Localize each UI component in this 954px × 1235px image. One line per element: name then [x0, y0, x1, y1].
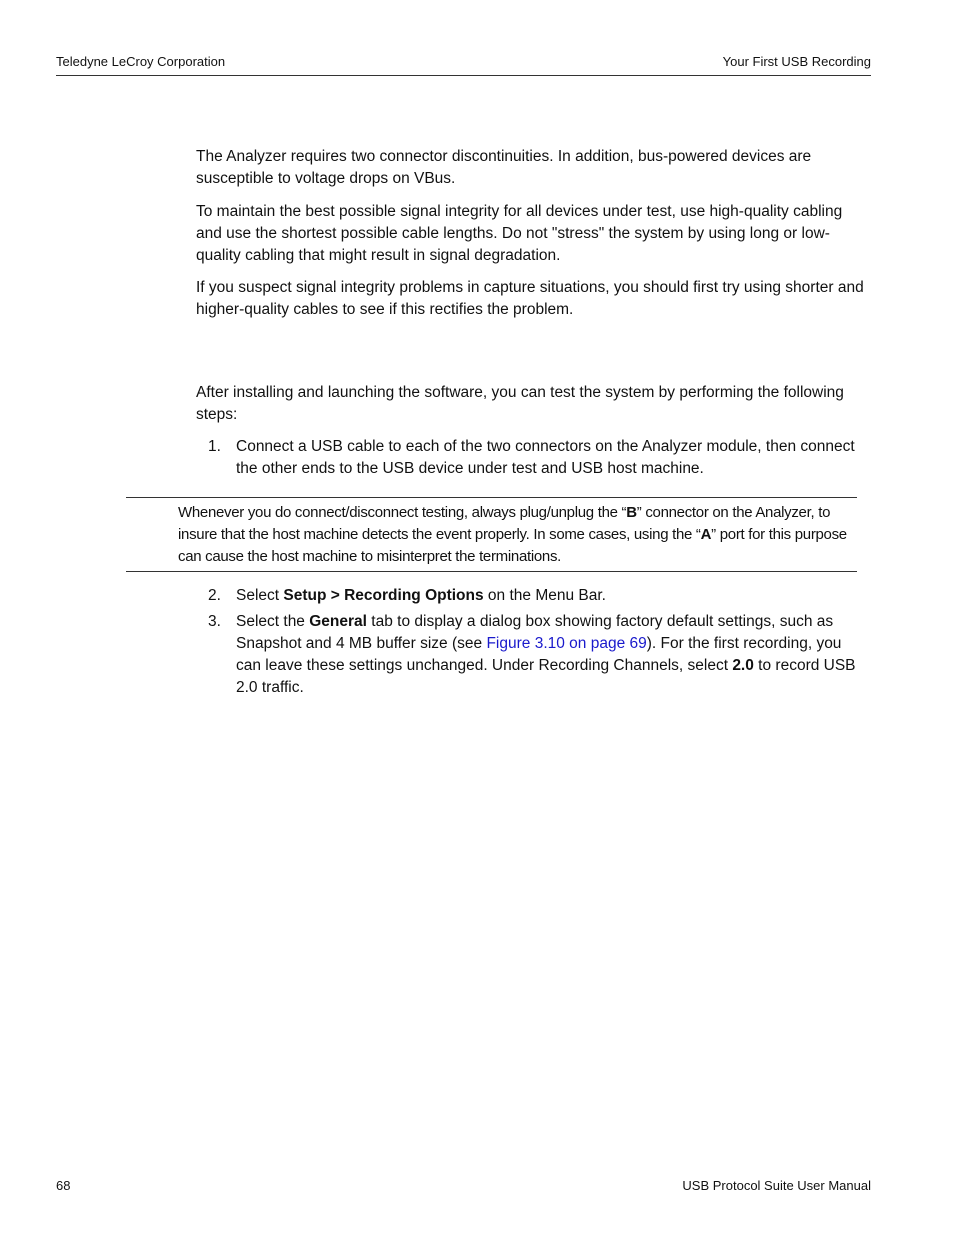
step-number: 1. [208, 438, 221, 455]
step-text: Select Setup > Recording Options on the Menu Bar. [236, 587, 606, 604]
paragraph-connector-discontinuities: The Analyzer requires two connector discontinuities. In addition, bus-powered devices are susceptible to voltage drops on VBus. [196, 148, 812, 187]
header-right-text: Your First USB Recording [722, 54, 871, 69]
page-number: 68 [56, 1178, 71, 1193]
note-box [126, 497, 857, 572]
note-text: Whenever you do connect/disconnect testing, always plug/unplug the “B” connector on the Analyzer, to insure that the host machine detects the event properly. In some cases, using the “A” port for this purpose can cause the host machine to misinterpret the terminations. [178, 504, 847, 565]
paragraph-signal-integrity: To maintain the best possible signal integrity for all devices under test, use high-quality cabling and use the shortest possible cable lengths. Do not "stress" the system by using long or low-quality cabling that might result in signal degradation. [196, 203, 843, 264]
paragraph-suspect-problems: If you suspect signal integrity problems in capture situations, you should first try using shorter and higher-quality cables to see if this rectifies the problem. [196, 279, 864, 318]
page-header [56, 53, 871, 76]
step-text: Connect a USB cable to each of the two connectors on the Analyzer module, then connect the other ends to the USB device under test and USB host machine. [236, 438, 855, 477]
step-text: Select the General tab to display a dialog box showing factory default settings, such as Snapshot and 4 MB buffer size (see Figure 3.10 on page 69). For the first recording, you can leave these settings unchanged. Under Recording Channels, select 2.0 to record USB 2.0 traffic. [236, 613, 856, 696]
step-1 [208, 436, 868, 480]
step-number: 2. [208, 587, 221, 604]
paragraph-test-intro: After installing and launching the software, you can test the system by performing the following steps: [196, 384, 844, 423]
header-left-text: Teledyne LeCroy Corporation [56, 54, 226, 69]
figure-link[interactable]: Figure 3.10 on page 69 [486, 635, 647, 652]
footer-manual-title: USB Protocol Suite User Manual [682, 1178, 871, 1193]
step-3 [208, 611, 868, 699]
page-footer [56, 1177, 871, 1195]
step-2 [208, 585, 868, 607]
step-number: 3. [208, 613, 221, 630]
